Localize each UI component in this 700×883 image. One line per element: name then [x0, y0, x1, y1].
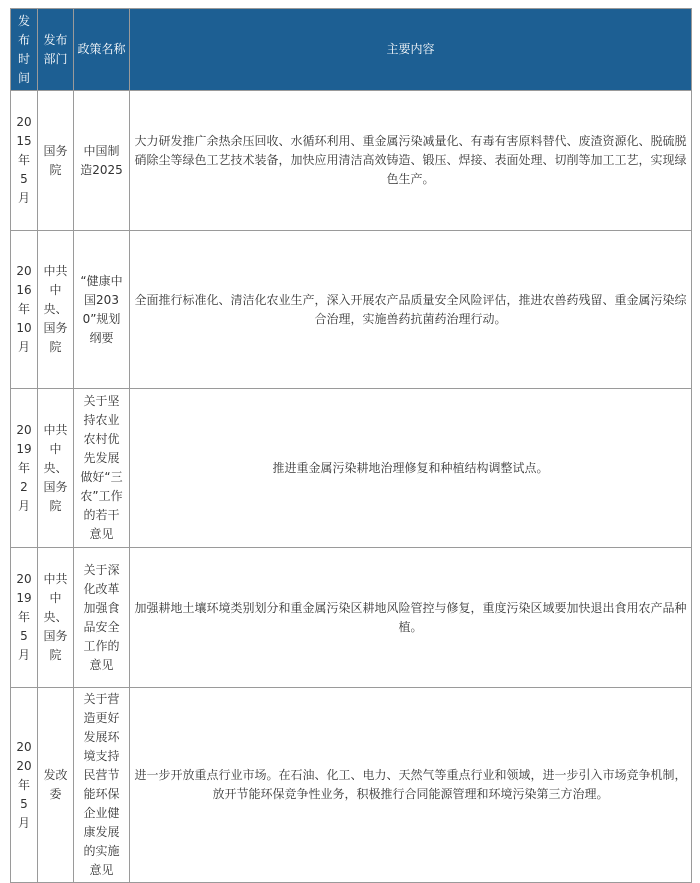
policy-table: [10, 8, 692, 883]
table-row: [11, 231, 692, 389]
cell-name: “健康中国2030”规划纲要: [74, 231, 130, 389]
cell-dept: 发改委: [38, 688, 74, 883]
cell-time: 2019年5月: [11, 548, 38, 688]
cell-content: 全面推行标准化、清洁化农业生产，深入开展农产品质量安全风险评估，推进农兽药残留、重金属污染综合治理，实施兽药抗菌药治理行动。: [130, 231, 692, 389]
cell-content: 进一步开放重点行业市场。在石油、化工、电力、天然气等重点行业和领域，进一步引入市场竞争机制，放开节能环保竞争性业务，积极推行合同能源管理和环境污染第三方治理。: [130, 688, 692, 883]
cell-time: 2016年10月: [11, 231, 38, 389]
table-row: [11, 548, 692, 688]
cell-time: 2019年2月: [11, 389, 38, 548]
header-name: 政策名称: [74, 9, 130, 91]
table-row: [11, 688, 692, 883]
table-row: [11, 91, 692, 231]
cell-dept: 中共中央、国务院: [38, 389, 74, 548]
header-time: 发布时间: [11, 9, 38, 91]
cell-dept: 国务院: [38, 91, 74, 231]
cell-content: 加强耕地土壤环境类别划分和重金属污染区耕地风险管控与修复，重度污染区域要加快退出食用农产品种植。: [130, 548, 692, 688]
cell-content: 推进重金属污染耕地治理修复和种植结构调整试点。: [130, 389, 692, 548]
cell-time: 2015年5月: [11, 91, 38, 231]
cell-name: 关于深化改革加强食品安全工作的意见: [74, 548, 130, 688]
cell-name: 中国制造2025: [74, 91, 130, 231]
cell-dept: 中共中央、国务院: [38, 231, 74, 389]
header-dept: 发布部门: [38, 9, 74, 91]
table-header-row: [11, 9, 692, 91]
cell-dept: 中共中央、国务院: [38, 548, 74, 688]
table-row: [11, 389, 692, 548]
header-content: 主要内容: [130, 9, 692, 91]
cell-time: 2020年5月: [11, 688, 38, 883]
cell-content: 大力研发推广余热余压回收、水循环利用、重金属污染减量化、有毒有害原料替代、废渣资源化、脱硫脱硝除尘等绿色工艺技术装备，加快应用清洁高效铸造、锻压、焊接、表面处理、切削等加工工艺，实现绿色生产。: [130, 91, 692, 231]
cell-name: 关于营造更好发展环境支持民营节能环保企业健康发展的实施意见: [74, 688, 130, 883]
cell-name: 关于坚持农业农村优先发展做好“三农”工作的若干意见: [74, 389, 130, 548]
